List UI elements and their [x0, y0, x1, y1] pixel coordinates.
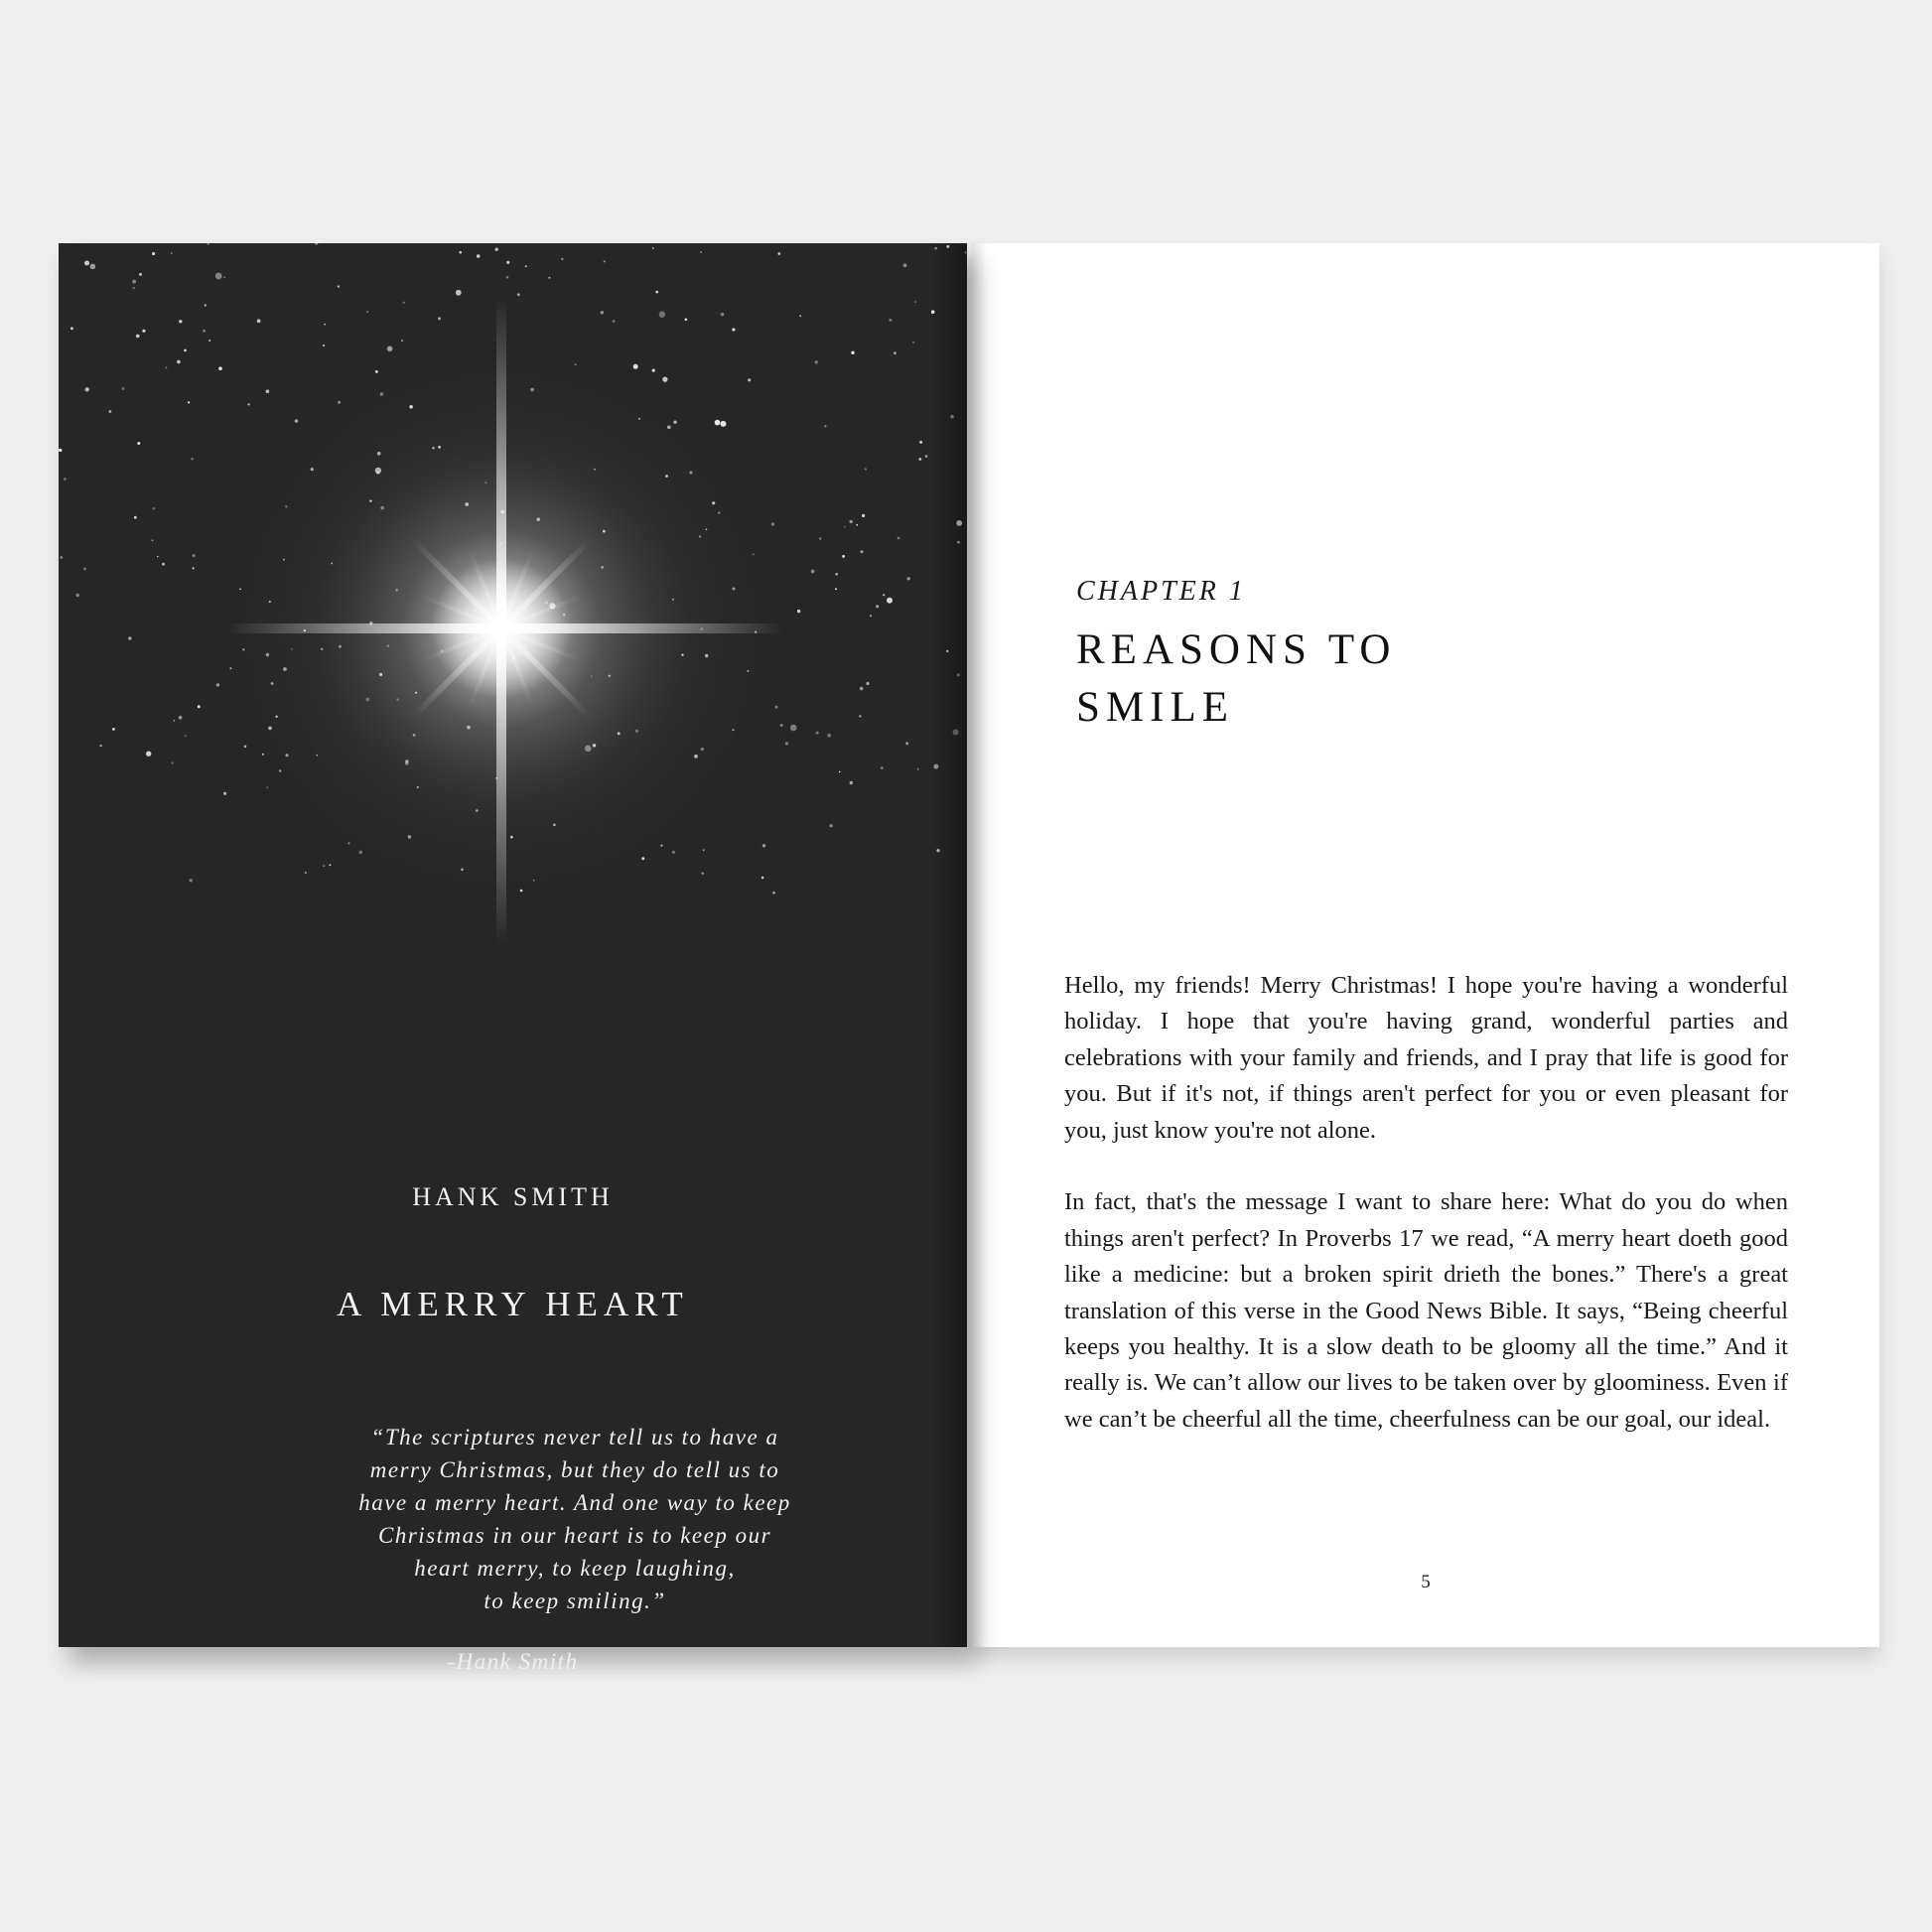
chapter-label: CHAPTER 1 [1076, 576, 1246, 607]
author-name: HANK SMITH [412, 1182, 614, 1211]
page-number: 5 [1421, 1572, 1431, 1592]
gutter-shadow [972, 243, 986, 1647]
quote-attribution: -Hank Smith [447, 1649, 579, 1674]
north-star-icon [213, 298, 789, 943]
quote-line: merry Christmas, but they do tell us to [369, 1457, 780, 1482]
quote-line: heart merry, to keep laughing, [414, 1556, 736, 1581]
quote-line: have a merry heart. And one way to keep [358, 1490, 791, 1515]
quote-line: “The scriptures never tell us to have a [370, 1425, 779, 1449]
left-page-cover [59, 243, 967, 1674]
chapter-title-line: SMILE [1076, 684, 1234, 731]
quote-line: to keep smiling.” [483, 1588, 666, 1613]
right-page-chapter [972, 243, 1879, 1647]
quote-line: Christmas in our heart is to keep our [377, 1523, 772, 1548]
body-paragraph: In fact, that's the message I want to share here: What do you do when things aren't perfect? In Proverbs 17 we read, “A merry heart doeth good like a medicine: but a broken spirit drieth the bones.” There's a great translation of this verse in the Good News Bible. It says, “Being cheerful keeps you healthy. It is a slow death to be gloomy all the time.” And it really is. We can’t allow our lives to be taken over by gloominess. Even if we can’t be cheerful all the time, cheerfulness can be our goal, our ideal. [1064, 1188, 1788, 1433]
book-title: A MERRY HEART [337, 1285, 689, 1323]
chapter-title-line: REASONS TO [1076, 626, 1397, 673]
spine-shadow [931, 243, 967, 1647]
chapter-body [1064, 968, 1788, 1474]
chapter-title [1076, 621, 1396, 737]
body-paragraph: Hello, my friends! Merry Christmas! I hope you're having a wonderful holiday. I hope that you're having grand, wonderful parties and celebrations with your family and friends, and I pray that life is good for you. But if it's not, if things aren't perfect for you or even pleasant for you, just know you're not alone. [1064, 972, 1788, 1144]
epigraph-quote [297, 1421, 853, 1617]
